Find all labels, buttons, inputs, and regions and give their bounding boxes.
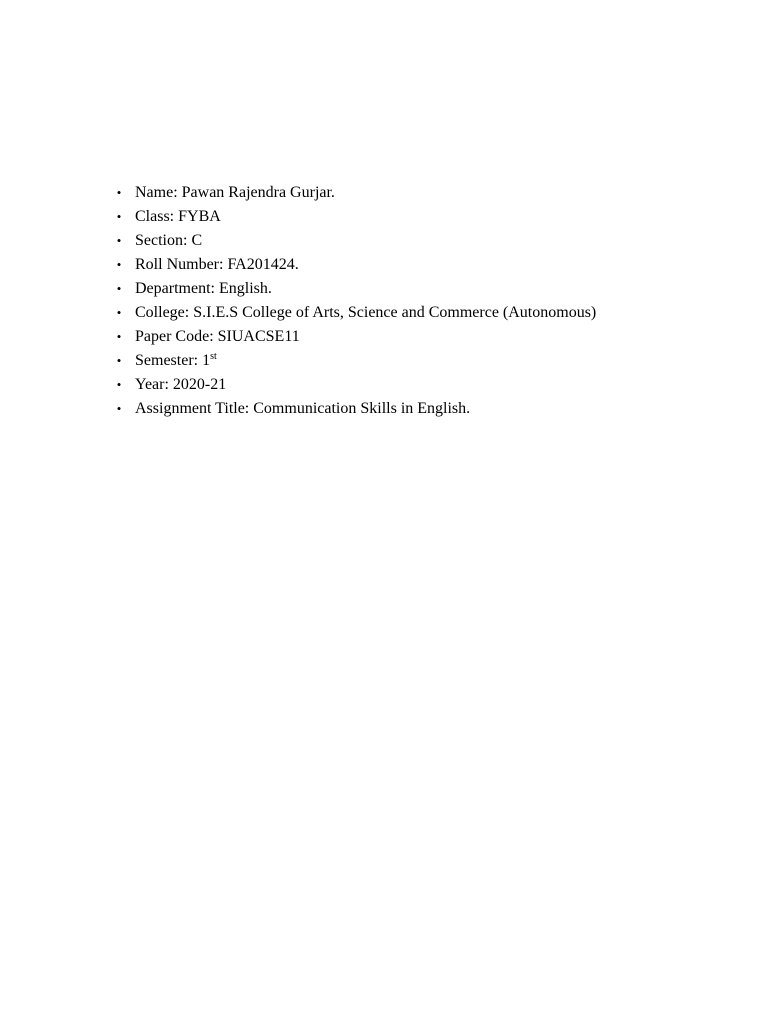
- bullet-icon: •: [116, 209, 122, 224]
- bullet-icon: •: [116, 377, 122, 392]
- bullet-icon: •: [116, 329, 122, 344]
- paper-code-text: Paper Code: SIUACSE11: [135, 328, 300, 345]
- bullet-icon: •: [116, 353, 122, 368]
- college-text: College: S.I.E.S College of Arts, Science and Commerce (Autonomous): [135, 304, 597, 321]
- roll-number-text: Roll Number: FA201424.: [135, 256, 299, 273]
- section-text: Section: C: [135, 232, 203, 249]
- name-text: Name: Pawan Rajendra Gurjar.: [135, 184, 335, 201]
- department-text: Department: English.: [135, 280, 272, 297]
- semester-text: Semester: 1: [135, 352, 211, 369]
- semester-superscript: st: [210, 351, 217, 362]
- class-text: Class: FYBA: [135, 208, 221, 225]
- bullet-icon: •: [116, 305, 122, 320]
- bullet-icon: •: [116, 281, 122, 296]
- bullet-icon: •: [116, 233, 122, 248]
- semester-line: [135, 349, 217, 373]
- bullet-icon: •: [116, 401, 122, 416]
- bullet-icon: •: [116, 257, 122, 272]
- bullet-icon: •: [116, 185, 122, 200]
- year-text: Year: 2020-21: [135, 376, 227, 393]
- assignment-title-text: Assignment Title: Communication Skills in English.: [135, 400, 471, 417]
